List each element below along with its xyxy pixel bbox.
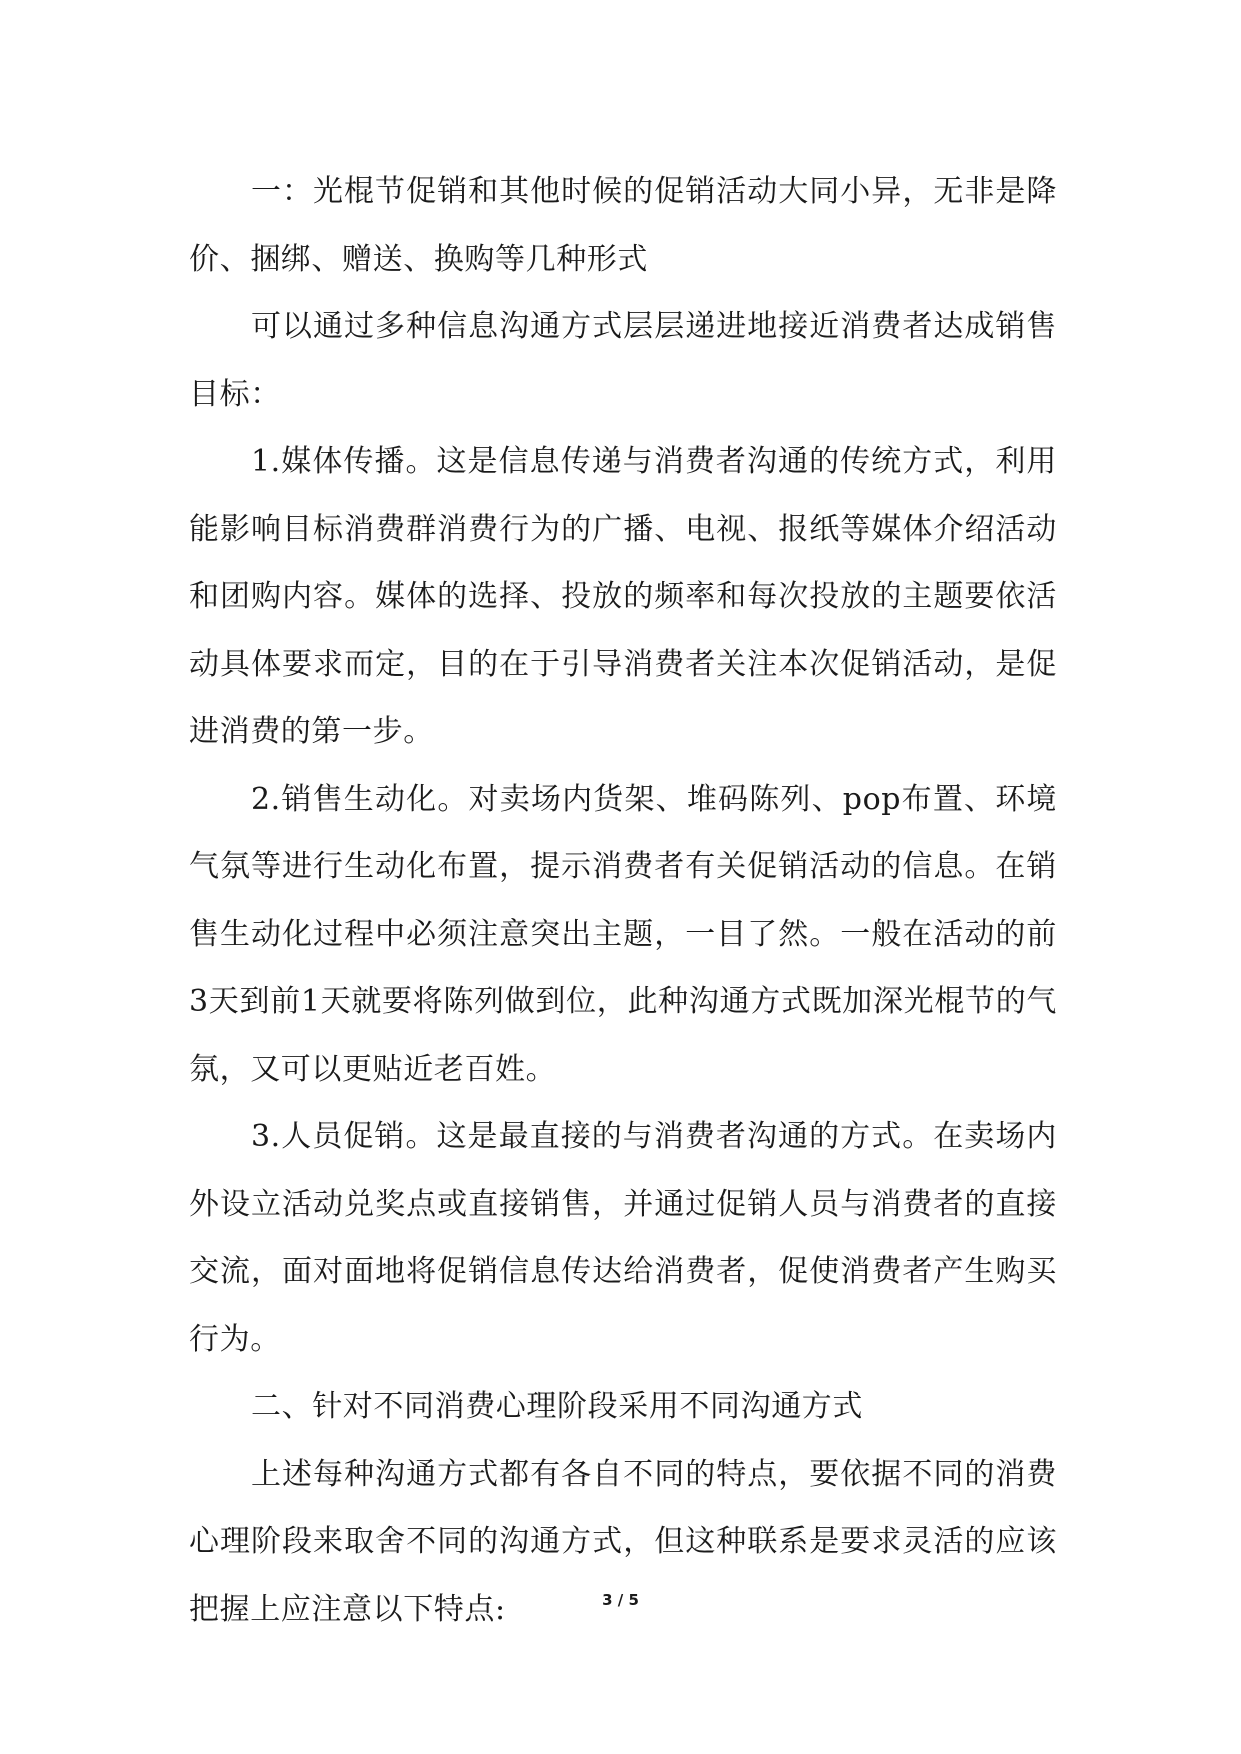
- document-body: [189, 158, 1057, 1643]
- section-heading-two: 二、针对不同消费心理阶段采用不同沟通方式: [251, 1389, 863, 1424]
- paragraph-intro: 一：光棍节促销和其他时候的促销活动大同小异，无非是降价、捆绑、赠送、换购等几种形式: [189, 174, 1057, 277]
- paragraph-goal: 可以通过多种信息沟通方式层层递进地接近消费者达成销售目标：: [189, 309, 1057, 412]
- paragraph-merchandising: 2.销售生动化。对卖场内货架、堆码陈列、pop布置、环境气氛等进行生动化布置，提示消费者有关促销活动的信息。在销售生动化过程中必须注意突出主题，一目了然。一般在活动的前3天到前1天就要将陈列做到位，此种沟通方式既加深光棍节的气氛，又可以更贴近老百姓。: [189, 781, 1057, 1087]
- paragraph-summary: 上述每种沟通方式都有各自不同的特点，要依据不同的消费心理阶段来取舍不同的沟通方式，但这种联系是要求灵活的应该把握上应注意以下特点:: [189, 1456, 1057, 1627]
- page-number: 3 / 5: [602, 1591, 639, 1609]
- paragraph-personnel: 3.人员促销。这是最直接的与消费者沟通的方式。在卖场内外设立活动兑奖点或直接销售，并通过促销人员与消费者的直接交流，面对面地将促销信息传达给消费者，促使消费者产生购买行为。: [189, 1119, 1057, 1357]
- paragraph-media: 1.媒体传播。这是信息传递与消费者沟通的传统方式，利用能影响目标消费群消费行为的广播、电视、报纸等媒体介绍活动和团购内容。媒体的选择、投放的频率和每次投放的主题要依活动具体要求而定，目的在于引导消费者关注本次促销活动，是促进消费的第一步。: [189, 444, 1057, 749]
